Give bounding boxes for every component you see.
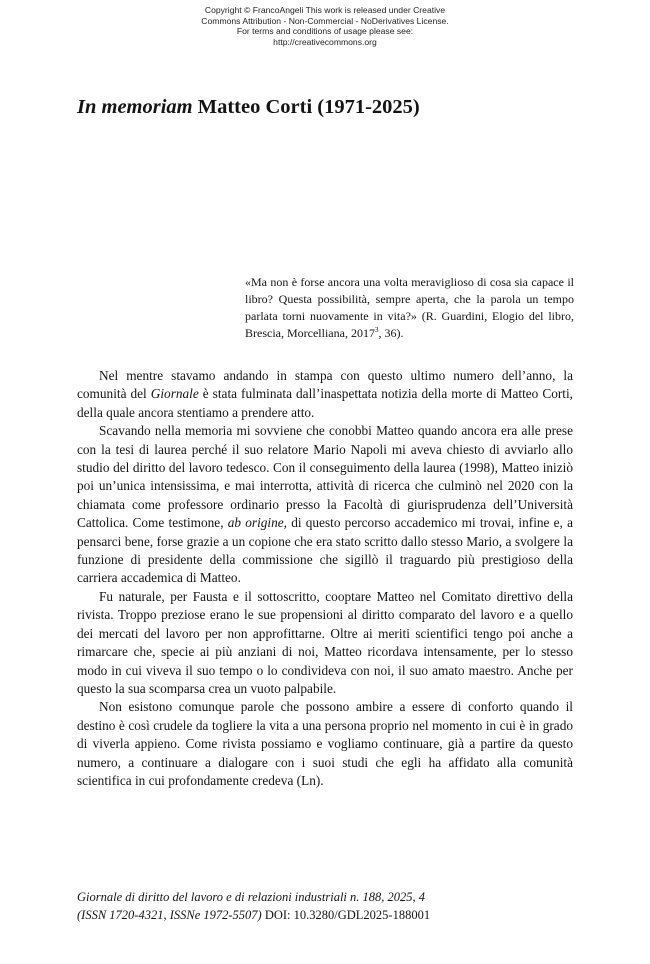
- article-body: [77, 367, 573, 790]
- italic-phrase: ab origine: [227, 515, 284, 531]
- paragraph: Fu naturale, per Fausta e il sottoscritto, cooptare Matteo nel Comitato direttivo della rivista. Troppo preziose erano le sue propensioni al diritto comparato del lavoro e a quello dei mercati del lavoro per non approfittarne. Oltre ai meriti scientifici tengo poi anche a rimarcare che, specie ai più anziani di noi, Matteo ricordava intensamente, per lo stesso modo in cui viveva il suo tempo o lo condivideva con noi, il suo amato maestro. Anche per questo la sua scomparsa crea un vuoto palpabile.: [77, 588, 573, 696]
- paragraph-text: Nel mentre stavamo andando in stampa con questo ultimo numero dell’anno, la comunità del: [77, 368, 573, 402]
- journal-name-italic: Giornale: [150, 386, 199, 402]
- copyright-line: Copyright © FrancoAngeli This work is released under Creative: [204, 5, 446, 15]
- copyright-line: Commons Attribution - Non-Commercial - NoDerivatives License.: [201, 15, 449, 26]
- identifier-line: [77, 907, 597, 925]
- copyright-notice: [0, 5, 650, 47]
- issn-text: (ISSN 1720-4321, ISSNe 1972-5507): [77, 907, 262, 922]
- journal-citation-text: Giornale di diritto del lavoro e di relazioni industriali n. 188, 2025, 4: [77, 890, 426, 904]
- epigraph-citation-end: , 36).: [378, 326, 404, 340]
- title-rest: Matteo Corti (1971-2025): [192, 96, 420, 118]
- epigraph-quote: «Ma non è forse ancora una volta meraviglioso di cosa sia capace il libro? Questa possibilità, sempre aperta, che la parola un tempo parlata torni nuovamente in vita?»: [245, 275, 574, 323]
- paragraph: [77, 422, 573, 588]
- paragraph: [77, 367, 573, 422]
- article-title: [77, 94, 597, 120]
- journal-citation: [77, 889, 597, 907]
- title-prefix: In memoriam: [77, 96, 193, 118]
- edition-superscript: 3: [374, 326, 379, 334]
- paragraph-text: , di questo percorso accademico mi trovai, infine e, a pensarci bene, forse grazie a un copione che era stato scritto dallo stesso Mario, a svolgere la funzione di presidente della commissione che sigillò il traguardo più prestigioso della carriera accademica di Matteo.: [77, 515, 573, 586]
- epigraph: [245, 274, 574, 342]
- doi-text: DOI: 10.3280/GDL2025-188001: [261, 907, 431, 922]
- citation-footer: [77, 889, 597, 924]
- copyright-link[interactable]: http://creativecommons.org: [273, 36, 377, 47]
- paragraph-text: è stata fulminata dall’inaspettata notizia della morte di Matteo Corti, della quale ancora stentiamo a prendere atto.: [77, 386, 573, 420]
- paragraph-text: Scavando nella memoria mi sovviene che conobbi Matteo quando ancora era alle prese con la tesi di laurea perché il suo relatore Mario Napoli mi aveva chiesto di avviarlo allo studio del diritto del lavoro tedesco. Con il conseguimento della laurea (1998), Matteo iniziò poi un’unica intensissima, e mai interrotta, attività di ricerca che culminò nel 2020 con la chiamata come professore ordinario presso la Facoltà di giurisprudenza dell’Università Cattolica. Come testimone,: [77, 423, 573, 531]
- copyright-line: For terms and conditions of usage please see:: [236, 26, 414, 36]
- epigraph-citation: (R. Guardini, Elogio del libro, Brescia, Morcelliana, 2017: [245, 309, 574, 340]
- paragraph: Non esistono comunque parole che possono ambire a essere di conforto quando il destino è così crudele da togliere la vita a una persona proprio nel momento in cui è in grado di viverla appieno. Come rivista possiamo e vogliamo continuare, già a partire da questo numero, a continuare a dialogare con i suoi studi che egli ha affidato alla comunità scientifica in cui profondamente credeva (Ln).: [77, 699, 573, 788]
